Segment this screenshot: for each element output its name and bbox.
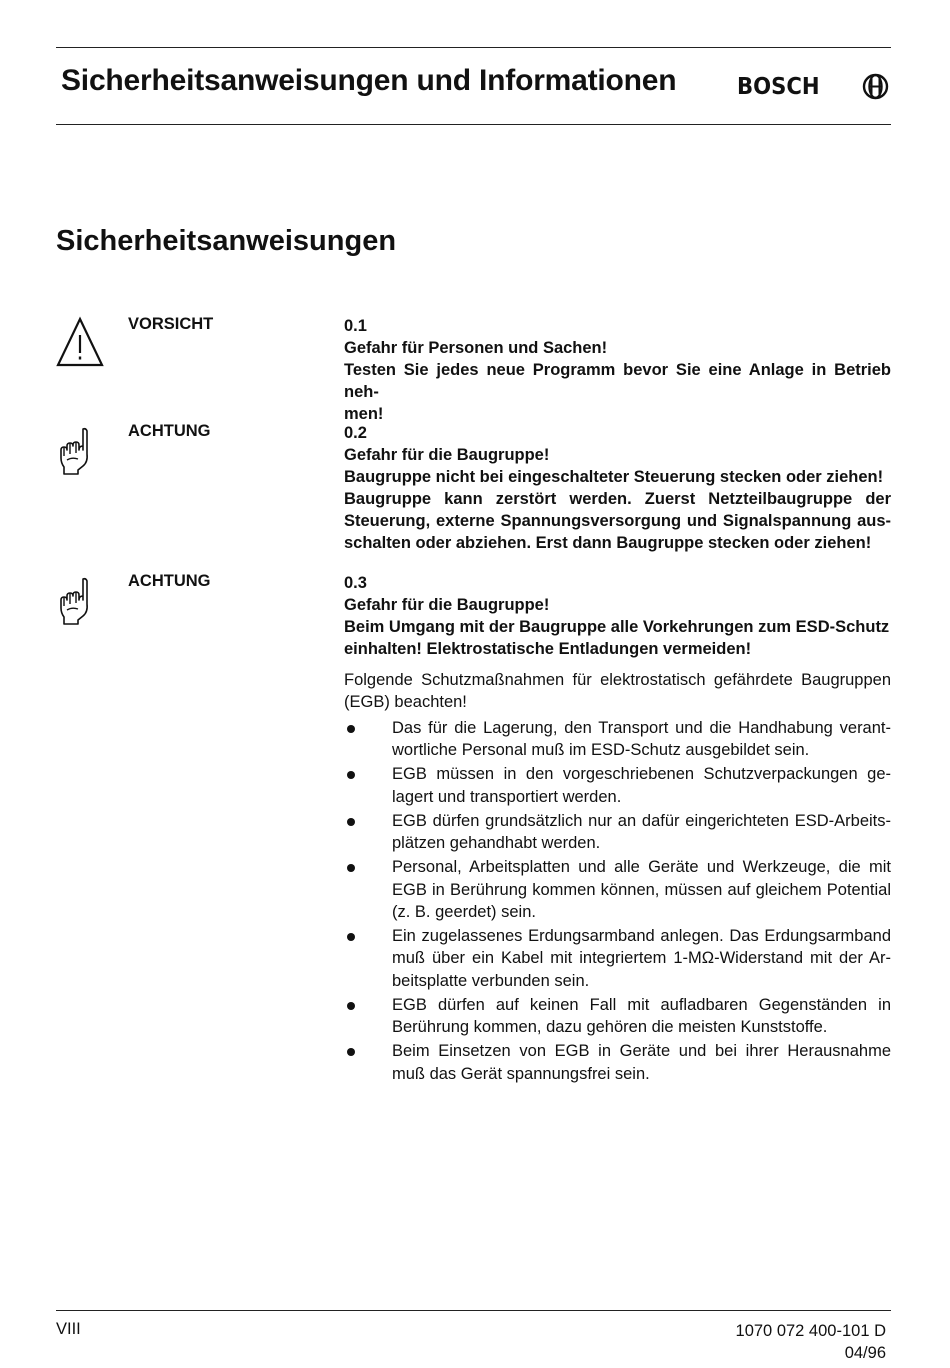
footer-rule: [56, 1310, 891, 1311]
notice-number: 0.3: [344, 574, 367, 592]
notice-heading: Gefahr für Personen und Sachen!: [344, 339, 608, 357]
list-item-text: EGB dürfen auf keinen Fall mit aufladbaren Gegenständen in Berührung kommen, dazu gehören die meisten Kunststoffe.: [392, 995, 891, 1037]
document-number: 1070 072 400-101 D: [735, 1322, 886, 1340]
page-number: VIII: [56, 1320, 81, 1338]
list-item: [344, 717, 891, 762]
notice-number: 0.1: [344, 317, 367, 335]
notice-text-line: Beim Umgang mit der Baugruppe alle Vorkehrungen zum ESD-Schutz: [344, 618, 890, 636]
notice-number: 0.2: [344, 424, 367, 442]
header-top-rule: [56, 47, 891, 48]
list-item-text: Das für die Lagerung, den Transport und die Handhabung verantwortliche Personal muß im ESD-Schutz ausgebildet sein.: [392, 719, 891, 760]
notice-0-3: [344, 572, 891, 660]
list-item-text: Beim Einsetzen von EGB in Geräte und bei ihrer Herausnahme muß das Gerät spannungsfrei sein.: [392, 1042, 891, 1083]
esd-measures-list: [344, 717, 891, 1087]
bullet-icon: [347, 864, 355, 872]
list-item: [344, 856, 891, 923]
brand-wordmark: BOSCH: [737, 74, 820, 100]
notice-text-line: men!: [344, 405, 384, 423]
list-item: [344, 763, 891, 808]
notice-text-line: Testen Sie jedes neue Programm bevor Sie eine Anlage in Betrieb neh-: [344, 361, 891, 401]
list-item-text: EGB müssen in den vorgeschriebenen Schutzverpackungen gelagert und transportiert werden.: [392, 765, 891, 806]
list-item: [344, 810, 891, 855]
notice-0-1: [344, 315, 891, 425]
notice-label-vorsicht: VORSICHT: [128, 315, 214, 333]
document-number-block: [736, 1320, 886, 1364]
notice-0-2: [344, 422, 891, 554]
bullet-icon: [347, 933, 355, 941]
notice-label-achtung: ACHTUNG: [128, 422, 211, 440]
notice-text-line: Steuerung, externe Spannungsversorgung und Signalspannung aus-: [344, 512, 891, 530]
pointing-hand-icon: [56, 426, 92, 481]
list-item-text: Ein zugelassenes Erdungsarmband anlegen. Das Erdungsarmband muß über ein Kabel mit integriertem 1-MΩ-Widerstand mit der Arbeitsplatte verbunden sein.: [392, 927, 891, 990]
list-item: [344, 925, 891, 992]
list-item-text: EGB dürfen grundsätzlich nur an dafür eingerichteten ESD-Arbeitsplätzen gehandhabt werden.: [392, 811, 891, 853]
notice-text-line: Baugruppe nicht bei eingeschalteter Steuerung stecken oder ziehen!: [344, 468, 884, 486]
notice-text-line: schalten oder abziehen. Erst dann Baugruppe stecken oder ziehen!: [344, 534, 872, 552]
bullet-icon: [347, 771, 355, 779]
pointing-hand-icon: [56, 576, 92, 631]
notice-heading: Gefahr für die Baugruppe!: [344, 446, 550, 464]
bullet-icon: [347, 1048, 355, 1056]
header-title: Sicherheitsanweisungen und Informationen: [61, 64, 677, 97]
warning-triangle-icon: [56, 316, 104, 373]
document-date: 04/96: [844, 1344, 886, 1362]
notice-text-line: Baugruppe kann zerstört werden. Zuerst Netzteilbaugruppe der: [344, 490, 891, 508]
list-item: [344, 1040, 891, 1085]
notice-label-achtung: ACHTUNG: [128, 572, 211, 590]
bullet-icon: [347, 725, 355, 733]
esd-intro-text: Folgende Schutzmaßnahmen für elektrostatisch gefährdete Baugruppen (EGB) beachten!: [344, 671, 891, 711]
list-item-text: Personal, Arbeitsplatten und alle Geräte und Werkzeuge, die mit EGB in Berührung kommen können, müssen auf gleichem Potential (z. B. geerdet) sein.: [392, 858, 891, 922]
bullet-icon: [347, 1002, 355, 1010]
bosch-armature-logo-icon: [862, 73, 889, 105]
list-item: [344, 994, 891, 1039]
header-bottom-rule: [56, 124, 891, 125]
notice-heading: Gefahr für die Baugruppe!: [344, 596, 550, 614]
notice-text-line: einhalten! Elektrostatische Entladungen vermeiden!: [344, 640, 752, 658]
bullet-icon: [347, 818, 355, 826]
section-title: Sicherheitsanweisungen: [56, 225, 397, 257]
